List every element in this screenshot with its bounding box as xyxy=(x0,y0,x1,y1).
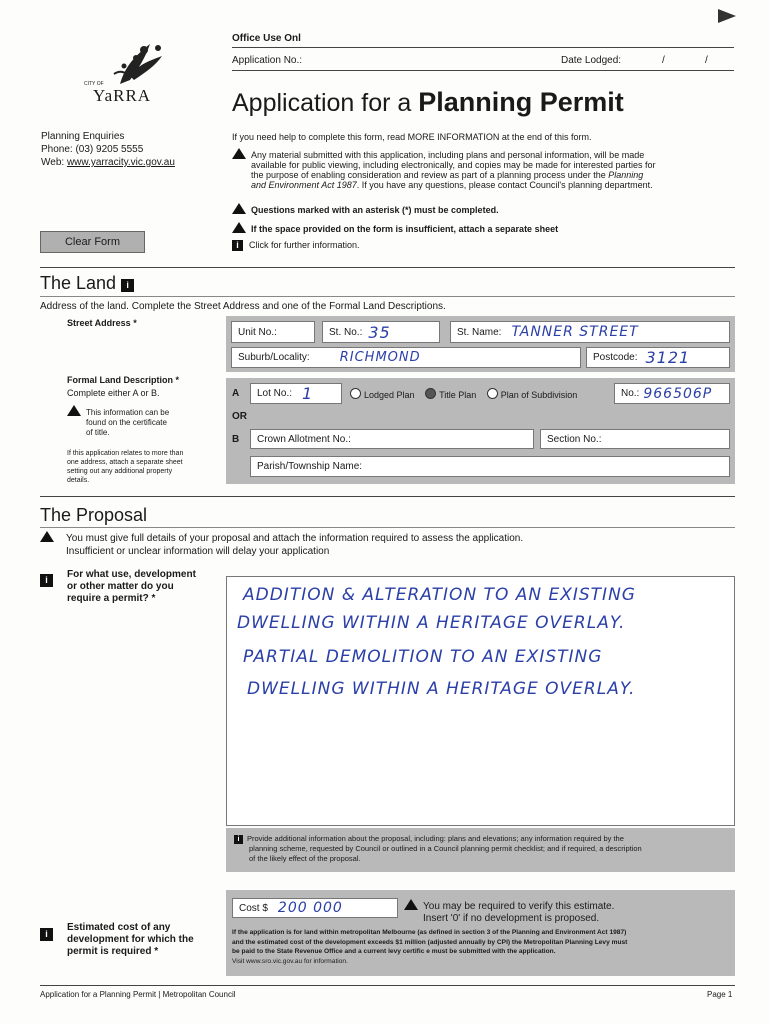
date-lodged-label: Date Lodged: xyxy=(561,55,622,66)
proposal-note: You must give full details of your proposal and attach the information required to assess the application. Insufficient or unclear information will delay your application xyxy=(40,531,523,558)
proposal-line-2: DWELLING WITHIN A HERITAGE OVERLAY. xyxy=(237,613,626,633)
date-separator: / xyxy=(705,55,708,66)
web-link[interactable]: www.yarracity.vic.gov.au xyxy=(66,157,175,168)
section-no-field[interactable]: Section No.: xyxy=(540,429,730,449)
unit-no-field[interactable]: Unit No.: xyxy=(231,321,315,343)
title-prefix: Application for a xyxy=(232,89,419,117)
space-note: If the space provided on the form is insufficient, attach a separate sheet xyxy=(232,222,558,234)
subdivision-plan-radio[interactable] xyxy=(487,388,498,399)
suburb-field[interactable]: Suburb/Locality: RICHMOND xyxy=(231,347,581,368)
lot-no-field[interactable]: Lot No.: 1 xyxy=(250,383,342,404)
info-icon[interactable]: i xyxy=(40,570,59,588)
footer-left: Application for a Planning Permit | Metropolitan Council xyxy=(40,990,236,999)
proposal-description-box[interactable] xyxy=(226,576,735,826)
postcode-value: 3121 xyxy=(645,348,691,367)
click-info-note: i Click for further information. xyxy=(232,240,360,251)
help-text: If you need help to complete this form, read MORE INFORMATION at the end of this form. xyxy=(232,132,592,142)
formal-description-label: Formal Land Description * xyxy=(67,375,180,385)
date-separator: / xyxy=(662,55,665,66)
parish-field[interactable]: Parish/Township Name: xyxy=(250,456,730,477)
additional-info-text: i Provide additional information about the proposal, including: plans and elevations; any information required by the planning scheme, requested by Council or outlined in a Council planning permit checklist; and if required, a description of the likely effect of the proposal. xyxy=(234,834,728,864)
warning-icon xyxy=(232,222,246,233)
warning-icon xyxy=(404,899,418,910)
info-icon[interactable]: i xyxy=(234,835,243,844)
warning-icon xyxy=(232,203,246,214)
clear-form-button[interactable]: Clear Form xyxy=(40,231,145,253)
plan-type-radios: Lodged Plan Title Plan Plan of Subdivision xyxy=(350,388,577,400)
formal-description-sub: Complete either A or B. xyxy=(67,388,160,398)
office-use-title: Office Use Onl xyxy=(232,33,301,44)
title-plan-radio[interactable] xyxy=(425,388,436,399)
logo-name: YaRRA xyxy=(93,86,152,105)
street-no-field[interactable]: St. No.: 35 xyxy=(322,321,440,343)
certificate-note: This information can be found on the certificate of title. xyxy=(67,405,169,438)
postcode-field[interactable]: Postcode: 3121 xyxy=(586,347,730,368)
levy-note: If the application is for land within metropolitan Melbourne (as defined in section 3 of the Planning and Environment Act 1987) and the estimated cost of the development exceeds $1 million (adjusted annually by CPI) the Metropolitan Planning Levy must be paid to the State Revenue Office and a current levy certific e must be submitted with the application. Visit www.sro.vic.gov.au for information. xyxy=(232,929,628,965)
multiple-address-note: If this application relates to more than one address, attach a separate sheet setting out any additional property details. xyxy=(67,450,184,484)
street-name-field[interactable]: St. Name: TANNER STREET xyxy=(450,321,730,343)
proposal-line-3: PARTIAL DEMOLITION TO AN EXISTING xyxy=(243,647,603,667)
warning-icon xyxy=(232,148,246,159)
proposal-line-1: ADDITION & ALTERATION TO AN EXISTING xyxy=(243,585,636,605)
divider xyxy=(232,70,734,71)
verify-note: You may be required to verify this estimate. Insert '0' if no development is proposed. xyxy=(404,899,614,925)
footer-divider xyxy=(40,985,735,986)
phone: Phone: (03) 9205 5555 xyxy=(41,144,144,155)
lodged-plan-radio[interactable] xyxy=(350,388,361,399)
divider xyxy=(40,527,735,528)
plan-no-field[interactable]: No.: 966506P xyxy=(614,383,730,404)
info-icon[interactable]: i xyxy=(121,279,134,292)
lot-value: 1 xyxy=(302,384,314,403)
divider xyxy=(232,47,734,48)
permit-question: For what use, development or other matter do you require a permit? * xyxy=(67,569,196,604)
land-heading: The Land i xyxy=(40,273,140,294)
warning-icon xyxy=(40,531,54,542)
option-b-label: B xyxy=(232,434,240,445)
info-icon[interactable]: i xyxy=(232,240,243,251)
public-notice: Any material submitted with this application, including plans and personal information, will be made available for public viewing, including electronically, and copies may be made for interested parties for the purpose of enabling consideration and review as part of a planning process under the Planning and Environment Act 1987. If you have any questions, please contact Council's planning department. xyxy=(232,148,732,190)
option-a-label: A xyxy=(232,388,240,399)
divider xyxy=(40,267,735,268)
asterisk-note: Questions marked with an asterisk (*) must be completed. xyxy=(232,203,499,215)
logo-city-of: CITY OF xyxy=(84,81,104,87)
application-no-label: Application No.: xyxy=(232,55,303,66)
page-title xyxy=(232,87,624,118)
web xyxy=(41,157,175,168)
proposal-line-4: DWELLING WITHIN A HERITAGE OVERLAY. xyxy=(247,679,636,699)
footer-page-number: Page 1 xyxy=(707,990,733,999)
street-address-label: Street Address * xyxy=(67,318,137,328)
or-label: OR xyxy=(232,411,247,422)
address-intro: Address of the land. Complete the Street Address and one of the Formal Land Descriptions. xyxy=(40,301,446,312)
street-name-value: TANNER STREET xyxy=(511,324,639,340)
suburb-value: RICHMOND xyxy=(339,350,421,365)
yarra-logo-icon xyxy=(100,36,170,88)
cost-question: Estimated cost of any development for which the permit is required * xyxy=(67,922,194,957)
warning-icon xyxy=(67,405,81,416)
info-icon[interactable]: i xyxy=(40,924,59,942)
street-no-value: 35 xyxy=(368,322,391,342)
title-main: Planning Permit xyxy=(418,87,624,117)
plan-no-value: 966506P xyxy=(643,385,713,402)
cost-field[interactable]: Cost $ 200 000 xyxy=(232,898,398,918)
planning-enquiries: Planning Enquiries xyxy=(41,131,125,142)
divider xyxy=(40,496,735,497)
next-page-arrow-icon[interactable] xyxy=(718,9,736,23)
crown-allotment-field[interactable]: Crown Allotment No.: xyxy=(250,429,534,449)
divider xyxy=(40,296,735,297)
proposal-heading: The Proposal xyxy=(40,505,148,525)
web-label: Web: xyxy=(41,157,67,168)
cost-value: 200 000 xyxy=(277,900,343,916)
